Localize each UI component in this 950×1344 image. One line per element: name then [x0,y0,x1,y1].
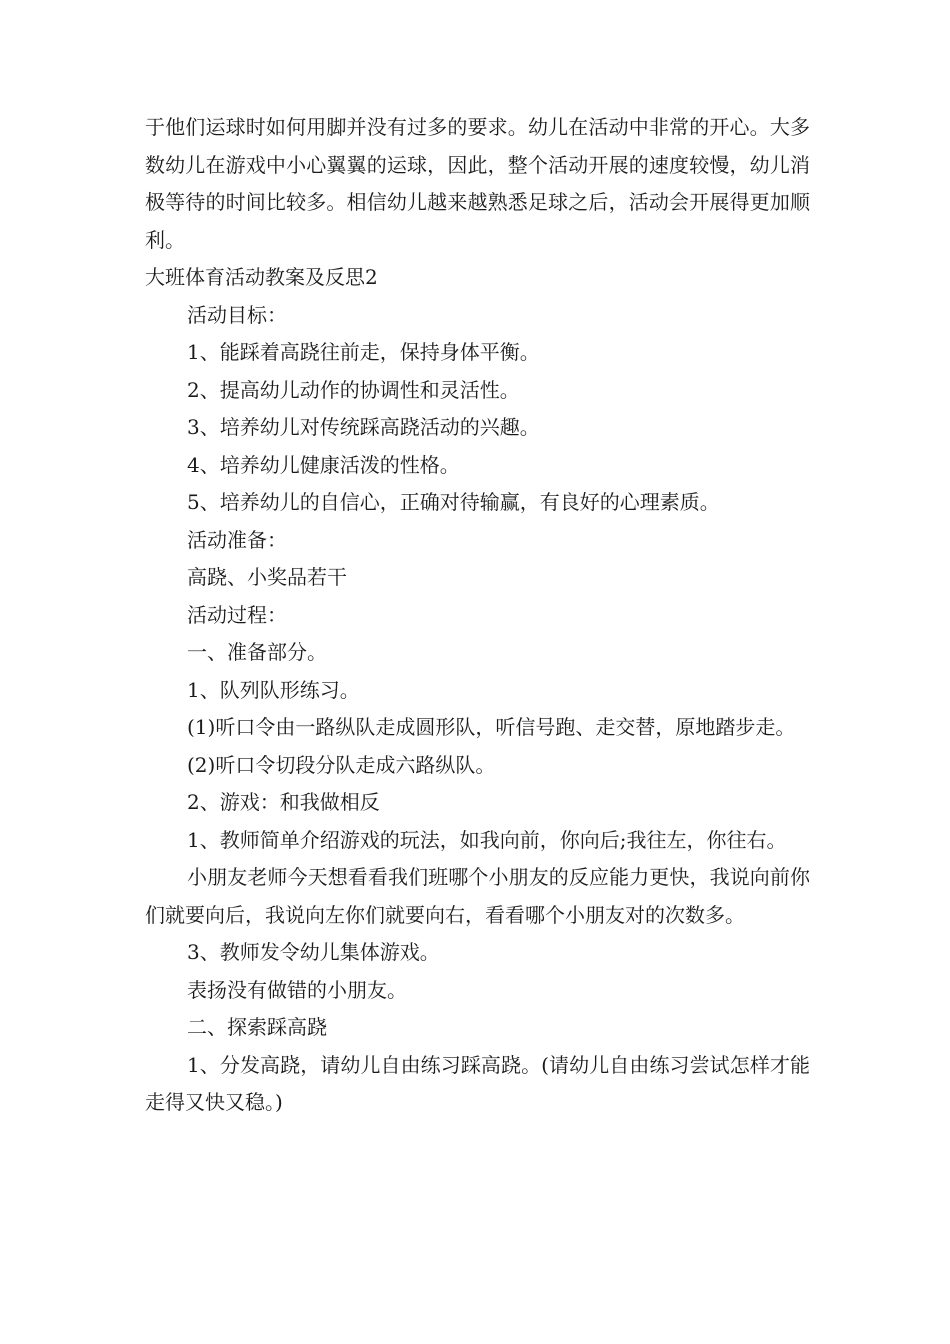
list-item: 3、培养幼儿对传统踩高跷活动的兴趣。 [187,415,540,439]
list-item: 4、培养幼儿健康活泼的性格。 [187,452,460,477]
section-title: 大班体育活动教案及反思2 [145,265,378,289]
list-item: 2、提高幼儿动作的协调性和灵活性。 [187,377,520,402]
paragraph: 高跷、小奖品若干 [187,565,347,589]
subheading-process: 活动过程： [187,602,287,627]
step-heading: 二、探索踩高跷 [187,1015,327,1039]
list-item: (1)听口令由一路纵队走成圆形队，听信号跑、走交替，原地踏步走。 [187,715,796,739]
subheading-goals: 活动目标： [187,302,287,327]
paragraph-continuation: 于他们运球时如何用脚并没有过多的要求。幼儿在活动中非常的开心。大多数幼儿在游戏中小心翼翼的运球，因此，整个活动开展的速度较慢，幼儿消极等待的时间比较多。相信幼儿越来越熟悉足球之后，活动会开展得更加顺利。 [145,115,810,252]
list-item: 2、游戏：和我做相反 [187,790,380,814]
list-item: 1、能踩着高跷往前走，保持身体平衡。 [187,340,540,364]
step-heading: 一、准备部分。 [187,640,327,664]
paragraph: 表扬没有做错的小朋友。 [187,977,407,1002]
list-item: 5、培养幼儿的自信心，正确对待输赢，有良好的心理素质。 [187,490,720,514]
list-item: 1、分发高跷，请幼儿自由练习踩高跷。(请幼儿自由练习尝试怎样才能走得又快又稳。) [145,1052,810,1114]
list-item: (2)听口令切段分队走成六路纵队。 [187,752,496,777]
list-item: 1、队列队形练习。 [187,677,360,702]
document-body [145,109,810,1122]
paragraph: 小朋友老师今天想看看我们班哪个小朋友的反应能力更快，我说向前你们就要向后，我说向左你们就要向右，看看哪个小朋友对的次数多。 [145,865,810,927]
list-item: 3、教师发令幼儿集体游戏。 [187,940,440,964]
subheading-preparation: 活动准备： [187,527,287,552]
list-item: 1、教师简单介绍游戏的玩法，如我向前，你向后;我往左，你往右。 [187,827,787,852]
